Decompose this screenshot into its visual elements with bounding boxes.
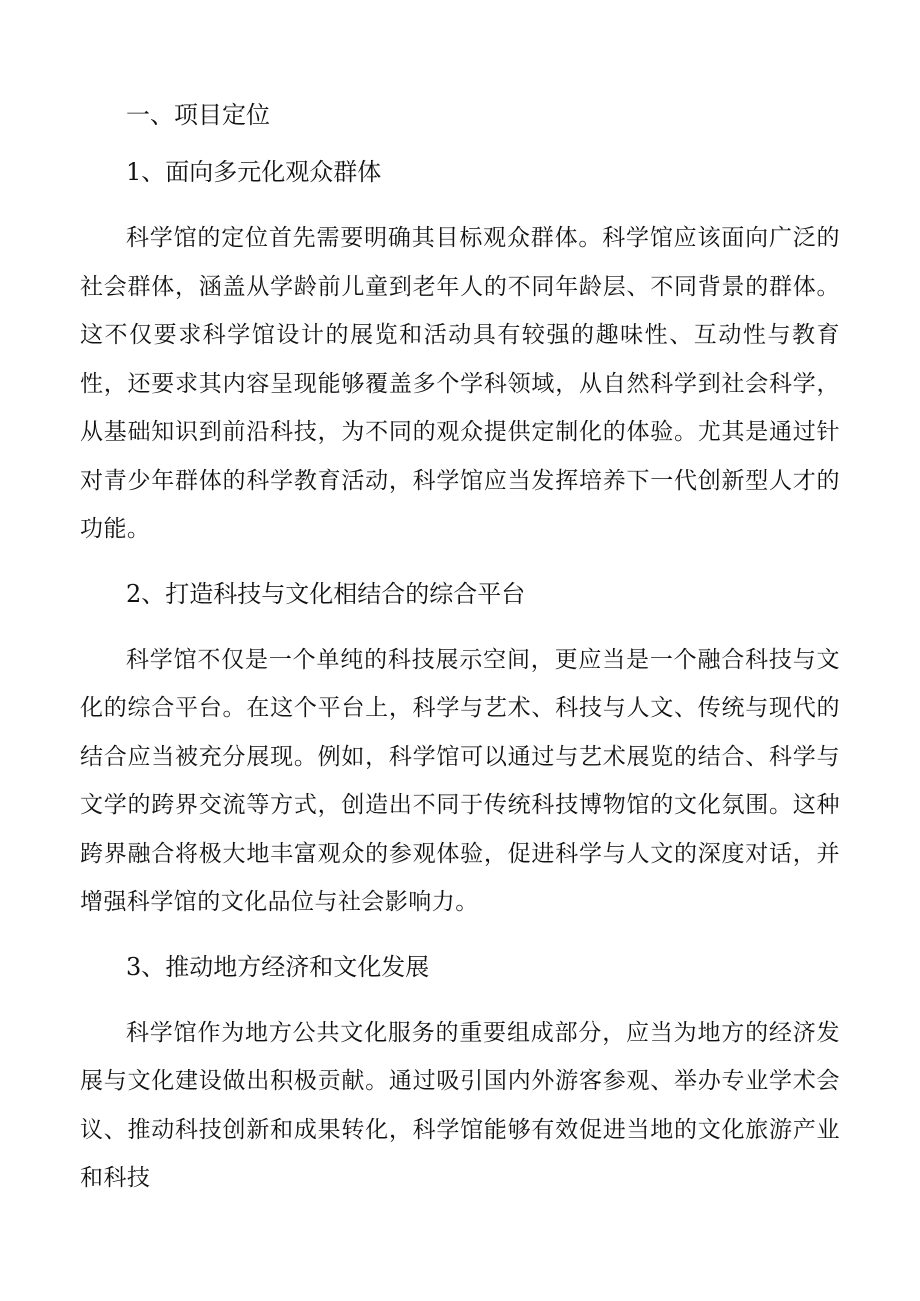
subsection-paragraph-2: 科学馆不仅是一个单纯的科技展示空间，更应当是一个融合科技与文化的综合平台。在这个平台上，科学与艺术、科技与人文、传统与现代的结合应当被充分展现。例如，科学馆可以通过与艺术展览的结合、科学与文学的跨界交流等方式，创造出不同于传统科技博物馆的文化氛围。这种跨界融合将极大地丰富观众的参观体验，促进科学与人文的深度对话，并增强科学馆的文化品位与社会影响力。 (80, 646, 840, 915)
subsection-heading-3: 3、推动地方经济和文化发展 (126, 952, 430, 981)
subsection-heading-2: 2、打造科技与文化相结合的综合平台 (126, 579, 526, 608)
section-title: 一、项目定位 (126, 101, 270, 129)
subsection-heading-1: 1、面向多元化观众群体 (126, 158, 382, 186)
document-body (80, 100, 840, 1203)
subsection-paragraph-3: 科学馆作为地方公共文化服务的重要组成部分，应当为地方的经济发展与文化建设做出积极贡献。通过吸引国内外游客参观、举办专业学术会议、推动科技创新和成果转化，科学馆能够有效促进当地的文化旅游产业和科技 (80, 1019, 840, 1191)
subsection-paragraph-1: 科学馆的定位首先需要明确其目标观众群体。科学馆应该面向广泛的社会群体，涵盖从学龄前儿童到老年人的不同年龄层、不同背景的群体。这不仅要求科学馆设计的展览和活动具有较强的趣味性、互动性与教育性，还要求其内容呈现能够覆盖多个学科领域，从自然科学到社会科学，从基础知识到前沿科技，为不同的观众提供定制化的体验。尤其是通过针对青少年群体的科学教育活动，科学馆应当发挥培养下一代创新型人才的功能。 (80, 225, 840, 542)
